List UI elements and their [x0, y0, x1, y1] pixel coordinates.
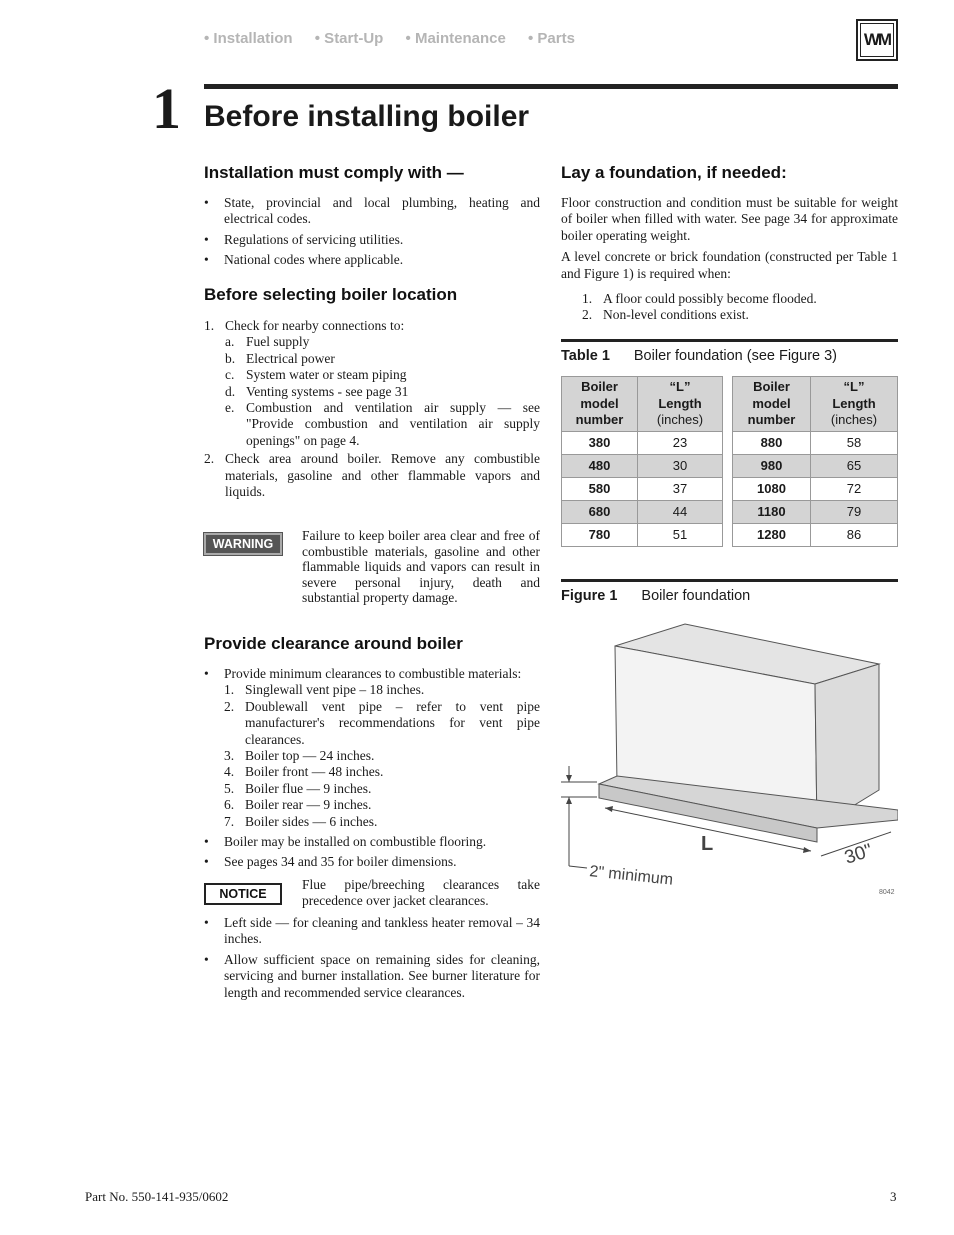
- model-cell: 680: [562, 500, 638, 523]
- length-cell: 79: [811, 500, 898, 523]
- list-item: [224, 699, 540, 748]
- sub-text: Combustion and ventilation air supply — see "Provide combustion and ventilation air supply openings" on page 4.: [246, 400, 540, 448]
- table-caption-text: Boiler foundation (see Figure 3): [633, 348, 838, 364]
- chapter-rule: [204, 84, 898, 89]
- step-number: 1.: [204, 318, 215, 333]
- list-item: [204, 666, 540, 830]
- list-item: [224, 682, 540, 698]
- length-cell: 37: [638, 477, 723, 500]
- list-item: • Boiler may be installed on combustible flooring.: [204, 834, 540, 850]
- model-cell: 1180: [733, 500, 811, 523]
- item-text: Boiler rear — 9 inches.: [245, 797, 372, 813]
- item-marker: 3.: [224, 748, 235, 764]
- clearance-section: [204, 634, 540, 875]
- location-heading: Before selecting boiler location: [204, 285, 458, 304]
- table-row: [733, 500, 898, 523]
- item-marker: 2.: [224, 698, 235, 714]
- weil-mclain-logo: [856, 19, 898, 61]
- item-text: Boiler top — 24 inches.: [245, 748, 375, 764]
- dimension-min-leader: [569, 866, 587, 868]
- figure1-section: [561, 579, 898, 604]
- model-cell: 980: [733, 454, 811, 477]
- table-row: [562, 454, 723, 477]
- item-marker: 1.: [582, 291, 593, 307]
- item-text: Boiler flue — 9 inches.: [245, 780, 372, 796]
- list-item: [224, 748, 540, 764]
- chapter-number: 1: [152, 76, 181, 141]
- item-text: A floor could possibly become flooded.: [603, 291, 817, 307]
- clearance-list: [204, 666, 540, 871]
- model-cell: 880: [733, 431, 811, 454]
- table-rule: [561, 339, 898, 342]
- list-item: [225, 367, 540, 383]
- warning-badge: WARNING: [204, 533, 282, 555]
- comply-section: [204, 163, 540, 273]
- foundation-table-left: [561, 376, 723, 547]
- step-text: Check for nearby connections to:: [225, 318, 405, 333]
- list-item: • See pages 34 and 35 for boiler dimensions.: [204, 854, 540, 870]
- model-cell: 1080: [733, 477, 811, 500]
- sub-marker: b.: [225, 350, 236, 366]
- connection-list: [225, 334, 540, 449]
- clearance-list-b: [204, 915, 540, 1001]
- nav-installation: • Installation: [204, 30, 293, 47]
- sub-marker: a.: [225, 334, 235, 350]
- length-cell: 86: [811, 523, 898, 546]
- length-cell: 65: [811, 454, 898, 477]
- page-number: 3: [890, 1189, 897, 1204]
- item-text: Boiler sides — 6 inches.: [245, 813, 378, 829]
- col-header-model: Boiler model number: [562, 377, 638, 432]
- list-item: • Left side — for cleaning and tankless heater removal – 34 inches.: [204, 915, 540, 948]
- figure-caption-text: Boiler foundation: [641, 588, 751, 604]
- chapter-title: Before installing boiler: [204, 100, 530, 133]
- length-cell: 58: [811, 431, 898, 454]
- list-item: [225, 351, 540, 367]
- list-item: [224, 764, 540, 780]
- notice-badge: NOTICE: [204, 883, 282, 905]
- list-item: • Allow sufficient space on remaining sides for cleaning, servicing and burner installation. See burner literature for length and recommended service clearances.: [204, 952, 540, 1001]
- sub-text: Electrical power: [246, 350, 335, 366]
- warning-box: [204, 528, 540, 606]
- list-item: [204, 451, 540, 500]
- item-marker: 7.: [224, 813, 235, 829]
- item-text: Singlewall vent pipe – 18 inches.: [245, 682, 425, 698]
- table1-section: [561, 339, 898, 547]
- foundation-conditions: [582, 291, 898, 324]
- length-cell: 30: [638, 454, 723, 477]
- section-nav: [204, 30, 593, 47]
- list-item: [582, 291, 898, 307]
- sub-marker: c.: [225, 367, 235, 383]
- step-text: Check area around boiler. Remove any combustible materials, gasoline and other flammable vapors and liquids.: [225, 451, 540, 500]
- list-item: [225, 400, 540, 449]
- foundation-paragraph: A level concrete or brick foundation (constructed per Table 1 and Figure 1) is required when:: [561, 249, 898, 281]
- item-marker: 2.: [582, 307, 593, 323]
- item-marker: 6.: [224, 797, 235, 813]
- item-marker: 4.: [224, 764, 235, 780]
- clearance-values: [224, 682, 540, 830]
- model-cell: 580: [562, 477, 638, 500]
- table-label: Table 1: [561, 348, 610, 364]
- boiler-foundation-figure: [561, 620, 898, 905]
- list-item: [225, 384, 540, 400]
- figure-code: 8042: [879, 889, 895, 896]
- nav-start-up: • Start-Up: [314, 30, 384, 47]
- length-cell: 23: [638, 431, 723, 454]
- foundation-section: [561, 163, 898, 324]
- item-marker: 5.: [224, 780, 235, 796]
- model-cell: 1280: [733, 523, 811, 546]
- length-cell: 51: [638, 523, 723, 546]
- col-header-model: Boiler model number: [733, 377, 811, 432]
- table-row: [733, 431, 898, 454]
- clearance-intro: Provide minimum clearances to combustible materials:: [224, 666, 522, 681]
- warning-text: Failure to keep boiler area clear and free of combustible materials, gasoline and other flammable liquids and vapors can result in severe personal injury, death and substantial property damage.: [302, 528, 540, 606]
- foundation-table-right: [732, 376, 898, 547]
- arrow-icon: [803, 847, 811, 853]
- table-caption: [561, 348, 898, 364]
- comply-heading: Installation must comply with —: [204, 163, 464, 182]
- length-cell: 72: [811, 477, 898, 500]
- col-header-length: “L” Length (inches): [811, 377, 898, 432]
- item-text: Boiler front — 48 inches.: [245, 764, 384, 780]
- table-row: [562, 523, 723, 546]
- model-cell: 380: [562, 431, 638, 454]
- list-item: [204, 318, 540, 449]
- list-item: • State, provincial and local plumbing, heating and electrical codes.: [204, 195, 540, 228]
- notice-text: Flue pipe/breeching clearances take precedence over jacket clearances.: [302, 877, 540, 909]
- comply-list: [204, 195, 540, 269]
- item-text: Doublewall vent pipe – refer to vent pipe manufacturer's recommendations for vent pipe clearances.: [245, 698, 540, 747]
- figure-label: Figure 1: [561, 588, 618, 604]
- arrow-icon: [566, 797, 572, 804]
- location-section: [204, 285, 540, 500]
- item-text: Non-level conditions exist.: [603, 307, 749, 323]
- clearance-more: [204, 915, 540, 1005]
- foundation-heading: Lay a foundation, if needed:: [561, 163, 787, 182]
- arrow-icon: [566, 775, 572, 782]
- dimension-depth-label: 30": [842, 840, 876, 869]
- dimension-l-label: L: [701, 833, 714, 855]
- arrow-icon: [605, 806, 613, 812]
- clearance-heading: Provide clearance around boiler: [204, 634, 463, 653]
- nav-parts: • Parts: [527, 30, 575, 47]
- table-row: [733, 477, 898, 500]
- table-row: [562, 477, 723, 500]
- list-item: [224, 781, 540, 797]
- sub-text: Fuel supply: [246, 334, 310, 350]
- dimension-min-label: 2" minimum: [588, 863, 674, 889]
- col-header-length: “L” Length (inches): [638, 377, 723, 432]
- table-row: [733, 454, 898, 477]
- sub-text: Venting systems - see page 31: [246, 383, 409, 399]
- figure-caption: [561, 588, 898, 604]
- sub-text: System water or steam piping: [246, 367, 407, 383]
- list-item: • Regulations of servicing utilities.: [204, 232, 540, 248]
- model-cell: 480: [562, 454, 638, 477]
- length-cell: 44: [638, 500, 723, 523]
- list-item: [224, 797, 540, 813]
- figure-rule: [561, 579, 898, 582]
- table-row: [562, 431, 723, 454]
- step-number: 2.: [204, 451, 215, 467]
- list-item: [225, 334, 540, 350]
- item-marker: 1.: [224, 682, 235, 698]
- list-item: [224, 814, 540, 830]
- logo-mark: WM: [860, 23, 894, 57]
- sub-marker: e.: [225, 400, 235, 416]
- model-cell: 780: [562, 523, 638, 546]
- table-row: [733, 523, 898, 546]
- list-item: [582, 307, 898, 323]
- foundation-paragraph: Floor construction and condition must be suitable for weight of boiler when filled with water. See page 34 for approximate boiler operating weight.: [561, 195, 898, 243]
- location-steps: [204, 318, 540, 500]
- list-item: • National codes where applicable.: [204, 252, 540, 268]
- sub-marker: d.: [225, 383, 236, 399]
- part-number: Part No. 550-141-935/0602: [85, 1189, 229, 1204]
- nav-maintenance: • Maintenance: [405, 30, 506, 47]
- table-row: [562, 500, 723, 523]
- notice-box: [204, 877, 540, 910]
